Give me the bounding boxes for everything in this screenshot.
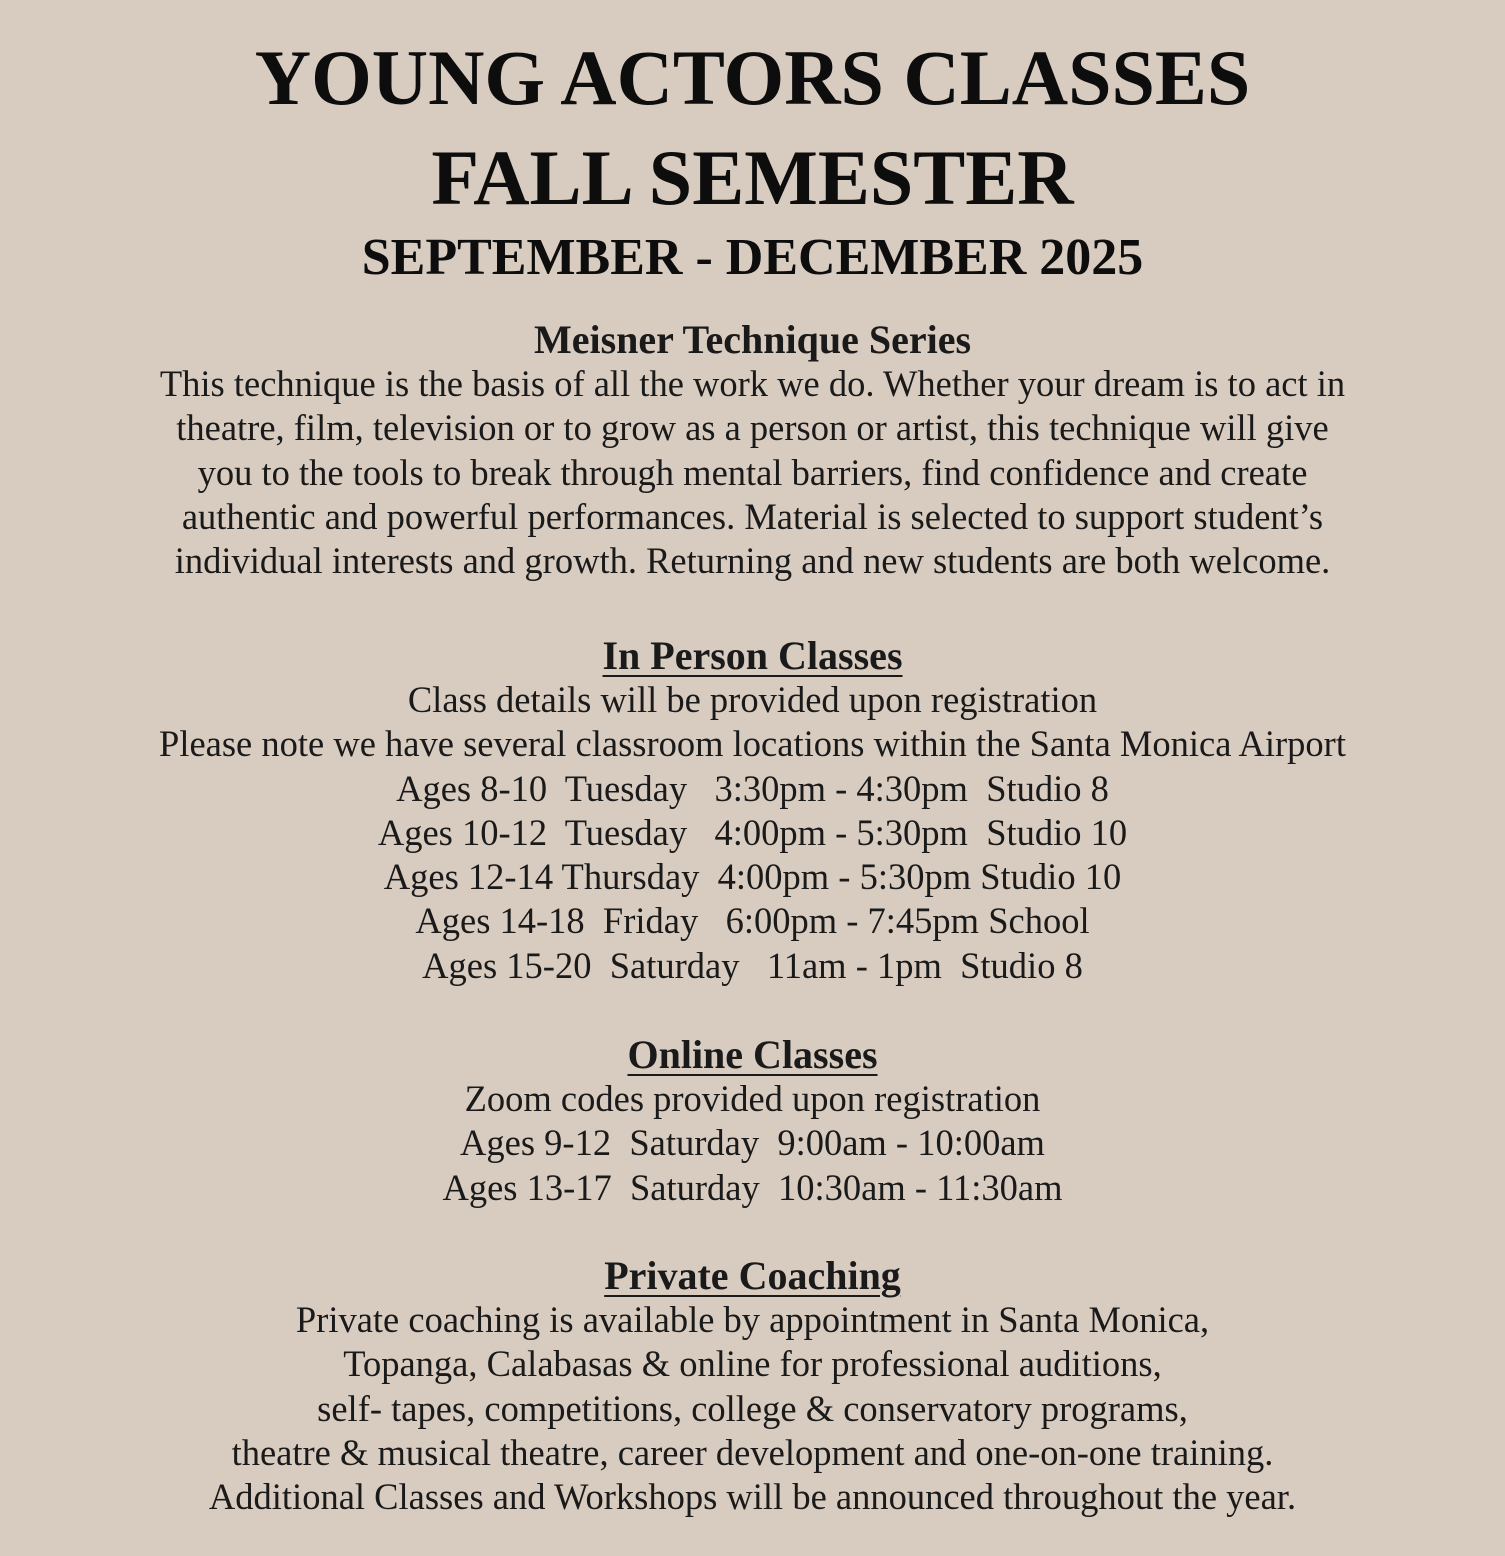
- title-line-1: YOUNG ACTORS CLASSES: [254, 34, 1251, 121]
- online-section: [0, 1033, 1505, 1210]
- meisner-line: authentic and powerful performances. Material is selected to support student’s: [181, 495, 1324, 537]
- private-coaching-details: [0, 1298, 1505, 1519]
- private-coaching-section: [0, 1254, 1505, 1519]
- semester-dates: SEPTEMBER - DECEMBER 2025: [361, 229, 1144, 286]
- in-person-heading: In Person Classes: [602, 633, 903, 678]
- schedule-row: Ages 12-14 Thursday 4:00pm - 5:30pm Studio 10: [383, 856, 1122, 898]
- in-person-line: Class details will be provided upon registration: [407, 679, 1098, 720]
- in-person-line: Please note we have several classroom locations within the Santa Monica Airport: [159, 723, 1346, 765]
- coaching-line: theatre & musical theatre, career development and one-on-one training.: [231, 1431, 1274, 1473]
- schedule-row: Ages 15-20 Saturday 11am - 1pm Studio 8: [422, 944, 1083, 986]
- in-person-section: [0, 634, 1505, 988]
- schedule-row: Ages 8-10 Tuesday 3:30pm - 4:30pm Studio 8: [396, 767, 1109, 809]
- coaching-line: self- tapes, competitions, college & conservatory programs,: [317, 1387, 1188, 1429]
- online-line: Zoom codes provided upon registration: [464, 1078, 1041, 1119]
- schedule-row: Ages 13-17 Saturday 10:30am - 11:30am: [442, 1166, 1063, 1208]
- title-line-2: FALL SEMESTER: [431, 134, 1074, 221]
- meisner-line: you to the tools to break through mental barriers, find confidence and create: [197, 451, 1308, 493]
- schedule-row: Ages 9-12 Saturday 9:00am - 10:00am: [460, 1122, 1045, 1164]
- private-coaching-heading: Private Coaching: [604, 1253, 901, 1298]
- meisner-heading: Meisner Technique Series: [533, 317, 972, 362]
- meisner-description: [0, 362, 1505, 583]
- meisner-section: [0, 318, 1505, 583]
- meisner-line: theatre, film, television or to grow as a person or artist, this technique will give: [176, 407, 1329, 449]
- online-details: [0, 1077, 1505, 1210]
- coaching-line: Private coaching is available by appointment in Santa Monica,: [295, 1299, 1210, 1340]
- schedule-row: Ages 14-18 Friday 6:00pm - 7:45pm School: [415, 900, 1090, 942]
- online-heading: Online Classes: [627, 1032, 878, 1077]
- meisner-line: This technique is the basis of all the work we do. Whether your dream is to act in: [159, 363, 1346, 404]
- schedule-row: Ages 10-12 Tuesday 4:00pm - 5:30pm Studio 10: [377, 811, 1128, 853]
- in-person-details: [0, 678, 1505, 988]
- coaching-line: Additional Classes and Workshops will be announced throughout the year.: [208, 1476, 1297, 1518]
- meisner-line: individual interests and growth. Returning and new students are both welcome.: [174, 540, 1331, 582]
- coaching-line: Topanga, Calabasas & online for professional auditions,: [343, 1343, 1162, 1385]
